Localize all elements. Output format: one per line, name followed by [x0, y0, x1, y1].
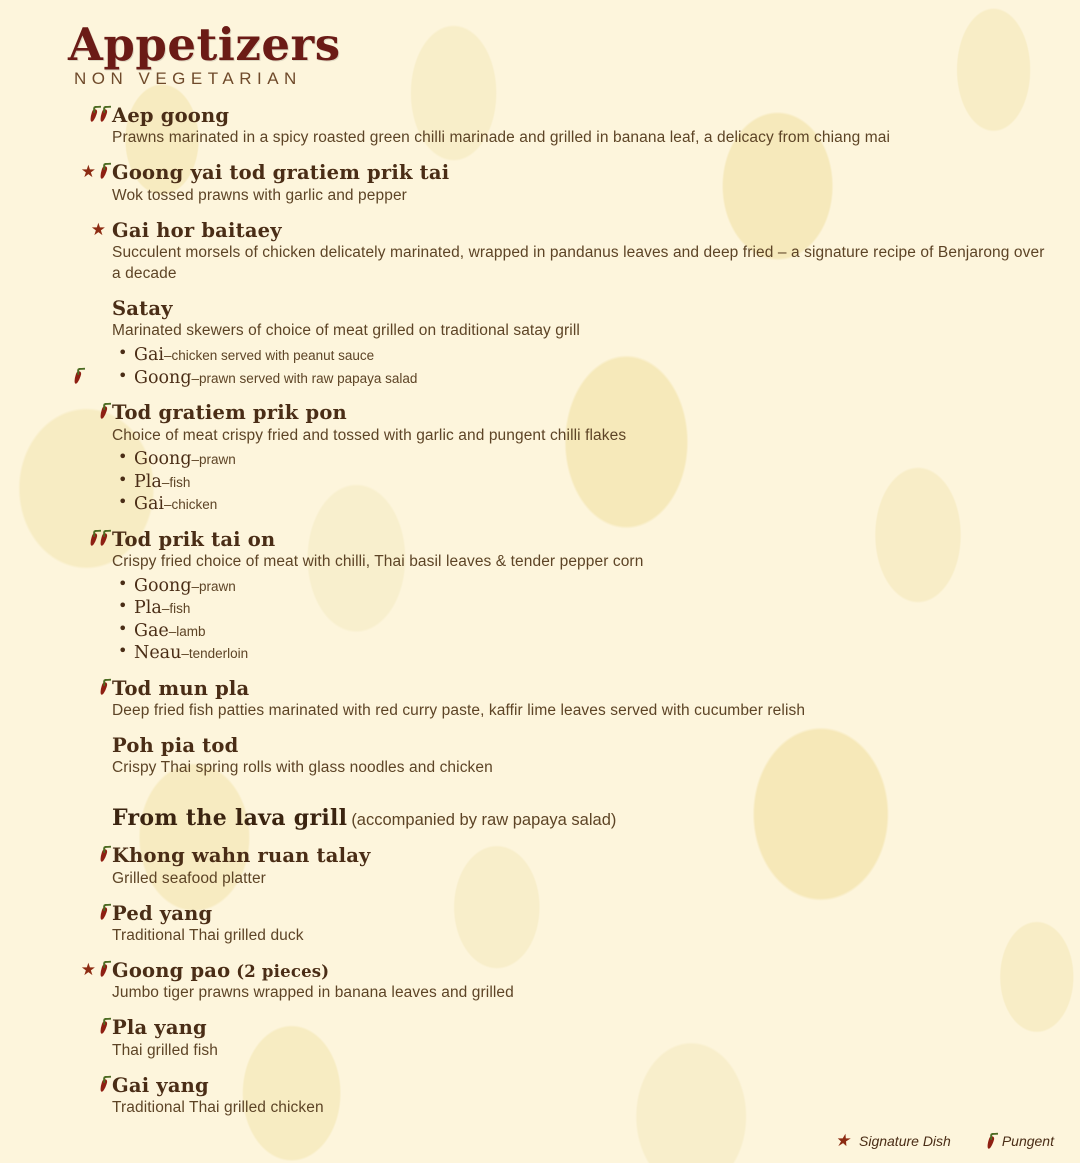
- menu-item-description: Succulent morsels of chicken delicately marinated, wrapped in pandanus leaves and deep fried – a signature recipe of Benjarong over a decade: [112, 244, 1045, 283]
- option-name: Neau: [134, 643, 182, 664]
- menu-item-description: Thai grilled fish: [112, 1041, 218, 1059]
- menu-item-name: Goong yai tod gratiem prik tai: [112, 161, 450, 185]
- menu-item: [60, 220, 1056, 285]
- option-detail: –prawn: [191, 578, 236, 594]
- chilli-icon: [99, 961, 108, 978]
- page-title: Appetizers: [68, 18, 341, 71]
- menu-item-name: Gai hor baitaey: [112, 218, 282, 242]
- menu-item: [60, 960, 1056, 1004]
- menu-item-name: Aep goong: [112, 104, 230, 127]
- menu-item-description: Marinated skewers of choice of meat grilled on traditional satay grill: [112, 322, 580, 340]
- menu-item-marks: [60, 904, 108, 921]
- chilli-icon: [73, 368, 82, 385]
- chilli-icon: [99, 163, 108, 180]
- option-name: Gai: [134, 345, 165, 366]
- chilli-icon: [99, 1018, 108, 1035]
- lava-grill-list: [60, 845, 1056, 1119]
- chilli-icon: [986, 1133, 995, 1150]
- chilli-icon: [89, 106, 98, 123]
- page-subtitle: NON VEGETARIAN: [74, 69, 302, 88]
- menu-item: [60, 845, 1056, 889]
- menu-item: [60, 678, 1056, 722]
- chilli-icon: [99, 1076, 108, 1093]
- menu-item: [60, 1017, 1056, 1061]
- menu-item-name: Goong pao (2 pieces): [112, 958, 330, 982]
- menu-item-description: Traditional Thai grilled duck: [112, 926, 304, 944]
- chilli-icon: [99, 403, 108, 420]
- menu-item-description: Wok tossed prawns with garlic and pepper: [112, 186, 407, 204]
- menu-item-name: Ped yang: [112, 901, 213, 925]
- star-icon: ★: [80, 162, 96, 182]
- option-name: Goong: [134, 449, 192, 470]
- menu-item-marks: [60, 679, 108, 696]
- menu-item-name: Pla yang: [112, 1016, 207, 1040]
- menu-item-quantity: (2 pieces): [230, 961, 330, 981]
- menu-item-marks: [60, 221, 108, 238]
- legend-signature-label: Signature Dish: [859, 1133, 951, 1149]
- star-icon: ★: [90, 219, 106, 239]
- menu-item-name: Tod gratiem prik pon: [112, 401, 347, 425]
- menu-item-option: [116, 471, 1056, 493]
- option-name: Goong: [134, 575, 192, 596]
- menu-item-marks: [60, 846, 108, 863]
- menu-item-name: Khong wahn ruan talay: [112, 844, 371, 868]
- section-heading-lava-grill: [68, 805, 1056, 831]
- legend-signature: [835, 1131, 951, 1151]
- option-name: Goong: [134, 367, 192, 388]
- option-detail: –lamb: [168, 623, 206, 639]
- chilli-icon: [99, 904, 108, 921]
- star-icon: ★: [834, 1131, 850, 1150]
- menu-item-options: [112, 575, 1056, 665]
- menu-item: [60, 402, 1056, 516]
- menu-item-marks: [60, 106, 108, 123]
- menu-item-marks: [60, 530, 108, 547]
- menu-item-description: Prawns marinated in a spicy roasted green chilli marinade and grilled in banana leaf, a delicacy from chiang mai: [112, 129, 890, 147]
- menu-item-name: Poh pia tod: [112, 733, 239, 757]
- menu-item-marks: [60, 403, 108, 420]
- menu-item-name: Gai yang: [112, 1073, 209, 1097]
- chilli-icon: [99, 530, 108, 547]
- option-detail: –fish: [161, 601, 191, 617]
- menu-item-marks: [60, 163, 108, 180]
- menu-item-option: [116, 493, 1056, 515]
- section-title: From the lava grill: [112, 805, 348, 832]
- option-detail: –tenderloin: [181, 646, 249, 662]
- option-detail: –chicken: [164, 497, 218, 513]
- menu-item: [60, 298, 1056, 389]
- option-name: Pla: [134, 471, 162, 492]
- option-name: Pla: [134, 598, 162, 619]
- menu-item-description: Deep fried fish patties marinated with red curry paste, kaffir lime leaves served with cucumber relish: [112, 701, 806, 719]
- menu-item-option: [116, 642, 1056, 664]
- menu-item: [60, 903, 1056, 947]
- menu-item-name: Tod mun pla: [112, 676, 250, 700]
- option-detail: –fish: [161, 474, 191, 490]
- menu-item-marks: [60, 1076, 108, 1093]
- legend: [835, 1131, 1054, 1151]
- menu-item-option: [116, 575, 1056, 597]
- menu-item-option: [116, 367, 1056, 389]
- menu-item: [60, 735, 1056, 779]
- menu-item: [60, 105, 1056, 149]
- menu-item-option: [116, 597, 1056, 619]
- menu-item-marks: [60, 961, 108, 978]
- legend-pungent-label: Pungent: [1001, 1133, 1054, 1149]
- menu-item-description: Grilled seafood platter: [112, 869, 266, 887]
- menu-item-description: Crispy fried choice of meat with chilli, Thai basil leaves & tender pepper corn: [112, 553, 644, 571]
- star-icon: ★: [80, 959, 96, 979]
- menu-item-description: Crispy Thai spring rolls with glass noodles and chicken: [112, 759, 493, 777]
- menu-item-name: Tod prik tai on: [112, 527, 276, 551]
- menu-item-name: Satay: [112, 296, 173, 320]
- menu-item-description: Traditional Thai grilled chicken: [112, 1098, 324, 1116]
- menu-item-options: [112, 344, 1056, 389]
- chilli-icon: [99, 679, 108, 696]
- option-name: Gae: [134, 620, 169, 641]
- legend-pungent: [985, 1133, 1054, 1150]
- menu-item-description: Choice of meat crispy fried and tossed with garlic and pungent chilli flakes: [112, 426, 627, 444]
- menu-item-option: [116, 448, 1056, 470]
- appetizer-list: [60, 105, 1056, 779]
- option-name: Gai: [134, 494, 165, 515]
- option-detail: –prawn served with raw papaya salad: [191, 370, 418, 386]
- menu-item-option: [116, 344, 1056, 366]
- menu-item: [60, 162, 1056, 206]
- option-detail: –chicken served with peanut sauce: [164, 348, 375, 364]
- menu-item-marks: [60, 1018, 108, 1035]
- section-note: (accompanied by raw papaya salad): [351, 811, 617, 830]
- option-detail: –prawn: [191, 452, 236, 468]
- menu-item-options: [112, 448, 1056, 515]
- chilli-icon: [99, 846, 108, 863]
- chilli-icon: [89, 530, 98, 547]
- menu-item: [60, 1075, 1056, 1119]
- menu-item-option: [116, 620, 1056, 642]
- chilli-icon: [99, 106, 108, 123]
- menu-item-description: Jumbo tiger prawns wrapped in banana leaves and grilled: [112, 984, 514, 1002]
- menu-item: [60, 529, 1056, 665]
